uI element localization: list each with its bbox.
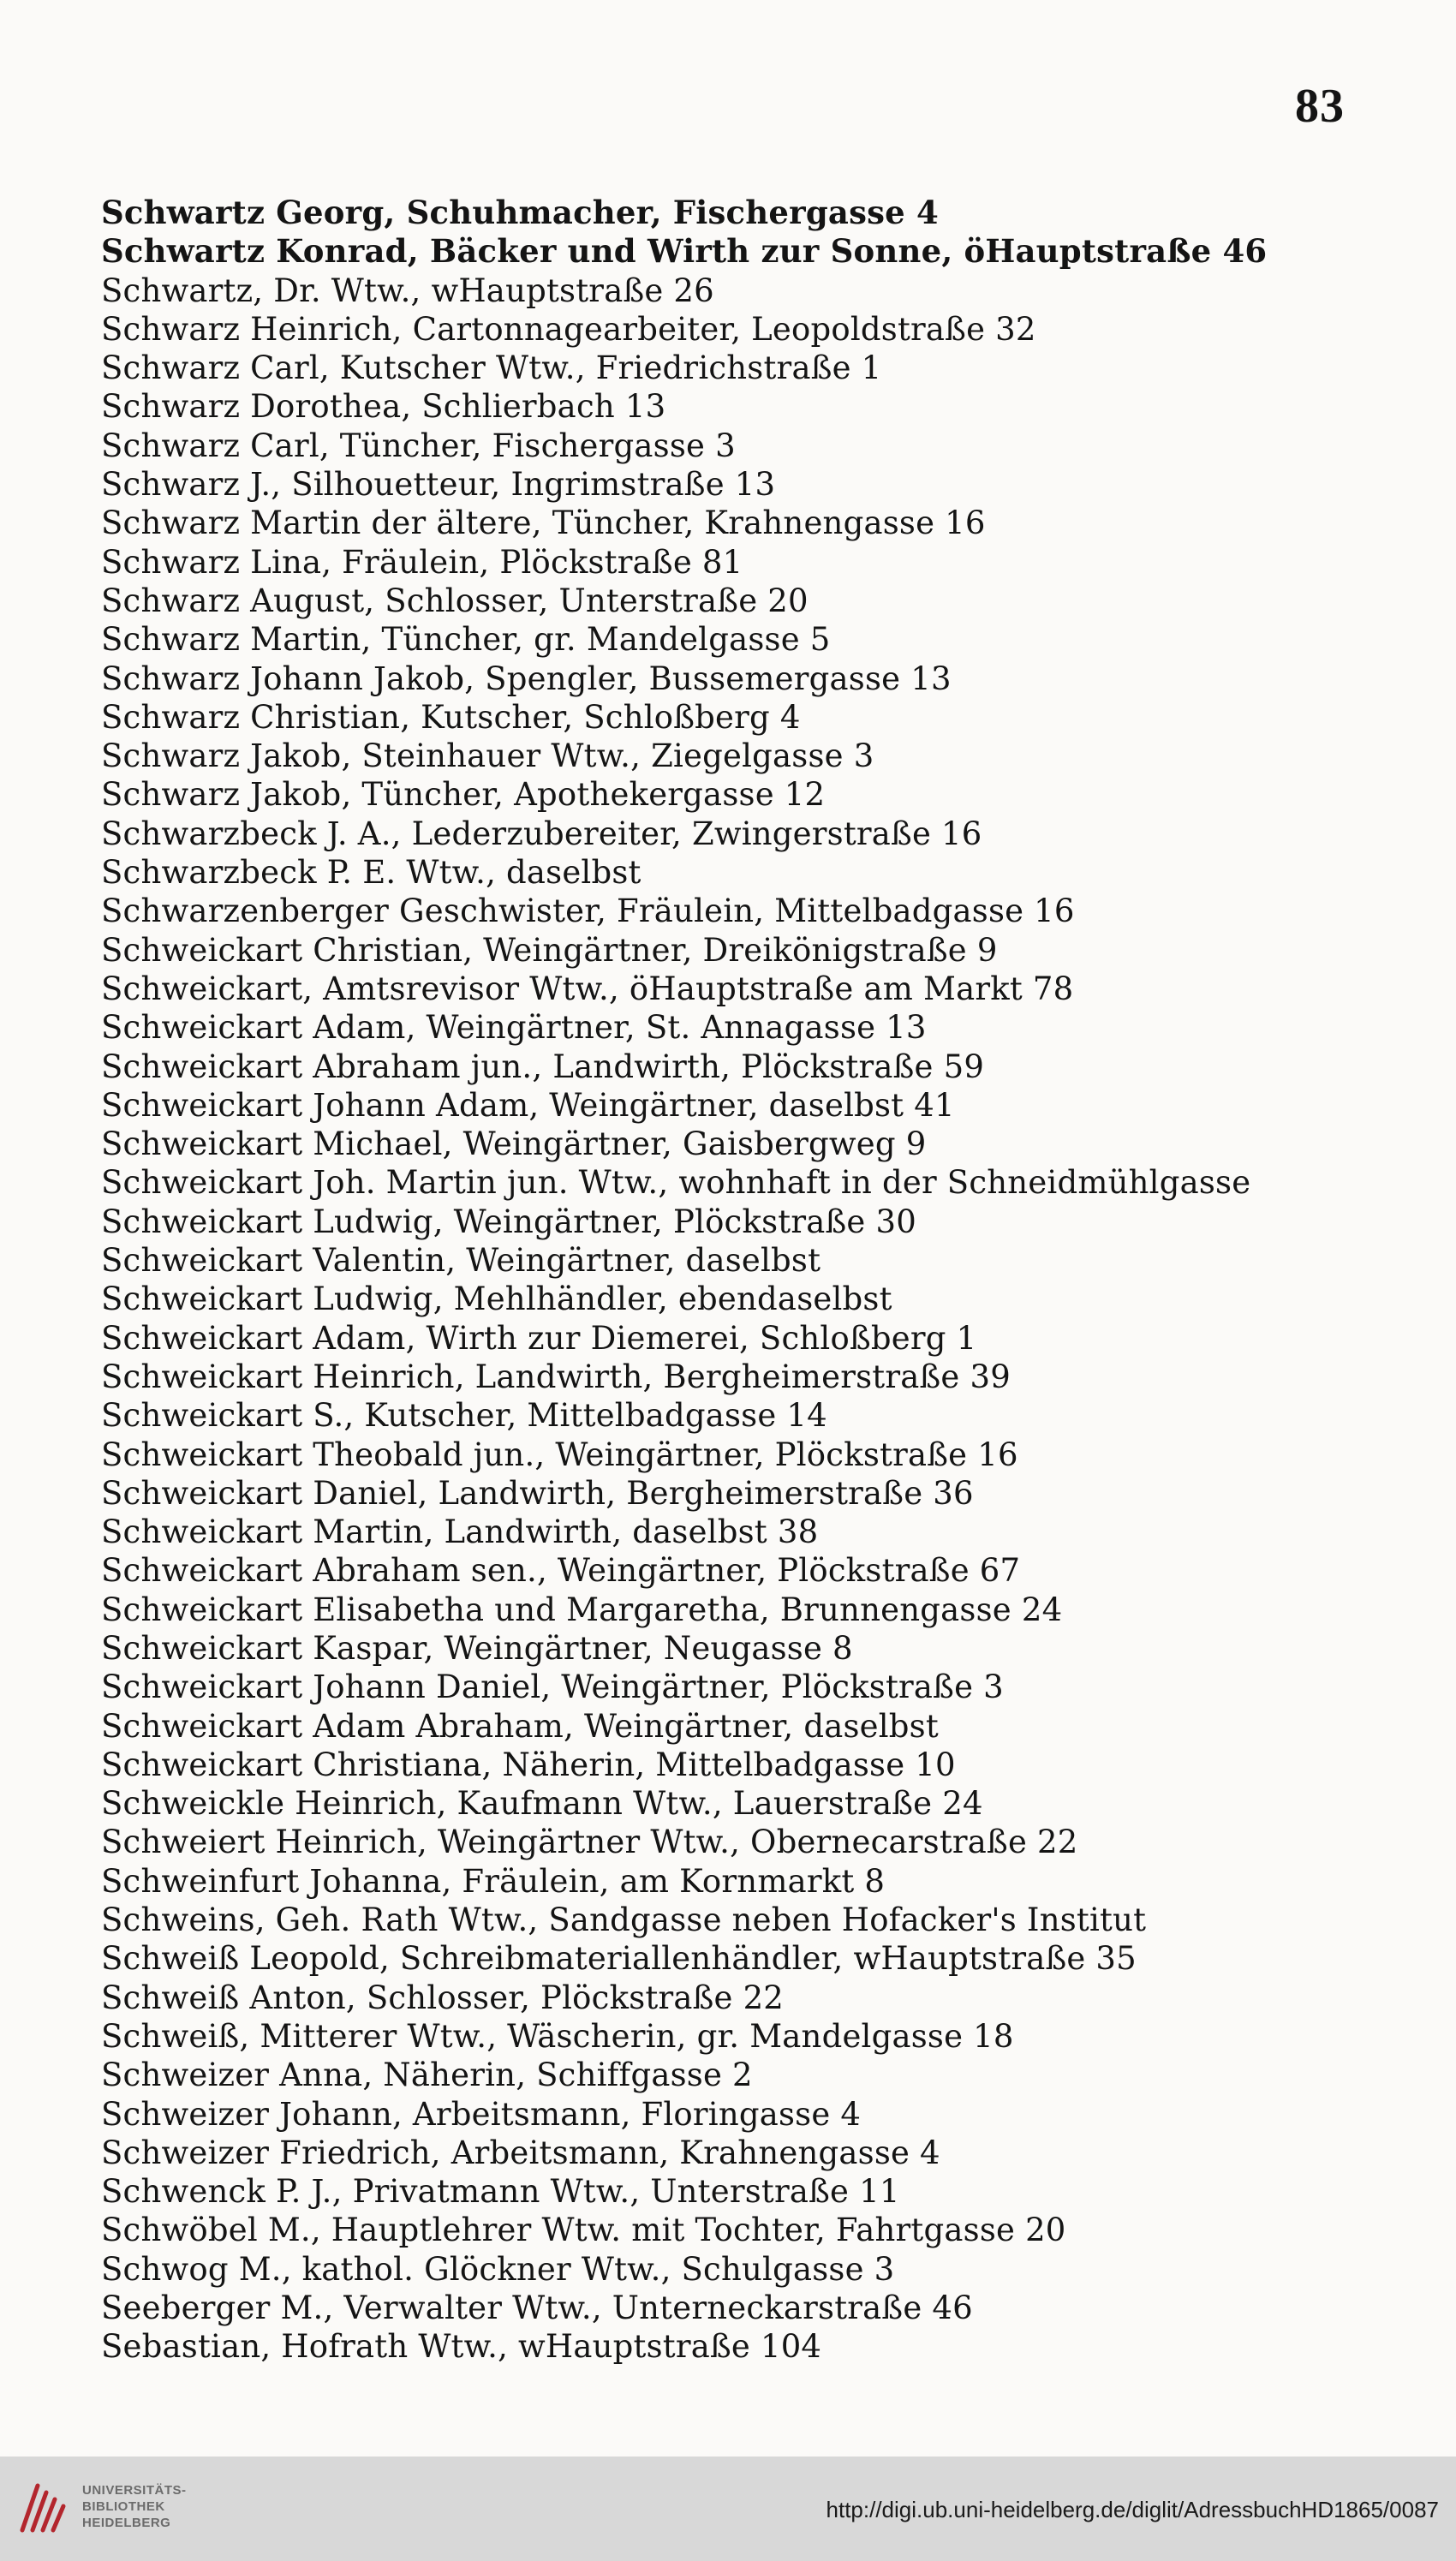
directory-entry: Schweickart Adam, Wirth zur Diemerei, Schloßberg 1 bbox=[101, 1319, 977, 1357]
heidelberg-library-logo-icon bbox=[15, 2477, 75, 2537]
directory-entry: Schweiß Leopold, Schreibmateriallenhändler, wHauptstraße 35 bbox=[101, 1940, 1137, 1978]
library-name bbox=[82, 2482, 187, 2531]
directory-entry: Schwarzbeck P. E. Wtw., daselbst bbox=[101, 854, 641, 892]
library-name-line-3: HEIDELBERG bbox=[82, 2516, 171, 2530]
directory-entry: Schweickart Adam Abraham, Weingärtner, daselbst bbox=[101, 1707, 939, 1745]
directory-entry: Schweickart Abraham sen., Weingärtner, Plöckstraße 67 bbox=[101, 1552, 1021, 1590]
directory-entry: Seeberger M., Verwalter Wtw., Unterneckarstraße 46 bbox=[101, 2289, 973, 2327]
directory-entry: Schweickart Valentin, Weingärtner, daselbst bbox=[101, 1242, 821, 1280]
directory-entry: Schweiß, Mitterer Wtw., Wäscherin, gr. Mandelgasse 18 bbox=[101, 2017, 1014, 2055]
directory-entry: Schweizer Anna, Näherin, Schiffgasse 2 bbox=[101, 2057, 753, 2094]
page-number: 83 bbox=[1295, 80, 1345, 133]
directory-entry: Schweickart Joh. Martin jun. Wtw., wohnhaft in der Schneidmühlgasse bbox=[101, 1164, 1251, 1202]
directory-entry: Schweickart Heinrich, Landwirth, Bergheimerstraße 39 bbox=[101, 1358, 1011, 1395]
directory-entry: Schweickart Christiana, Näherin, Mittelbadgasse 10 bbox=[101, 1746, 956, 1783]
directory-entry: Schwarz J., Silhouetteur, Ingrimstraße 13 bbox=[101, 466, 776, 504]
directory-entry: Schweiert Heinrich, Weingärtner Wtw., Obernecarstraße 22 bbox=[101, 1824, 1078, 1861]
source-url-link[interactable]: http://digi.ub.uni-heidelberg.de/diglit/AdressbuchHD1865/0087 bbox=[826, 2497, 1439, 2522]
directory-entry: Schwarz Carl, Tüncher, Fischergasse 3 bbox=[101, 427, 736, 464]
directory-entry: Schweinfurt Johanna, Fräulein, am Kornmarkt 8 bbox=[101, 1862, 886, 1900]
directory-entry: Schwarzbeck J. A., Lederzubereiter, Zwingerstraße 16 bbox=[101, 815, 982, 852]
directory-entry: Schwarz August, Schlosser, Unterstraße 20 bbox=[101, 582, 809, 619]
directory-entry: Schweickart Michael, Weingärtner, Gaisbergweg 9 bbox=[101, 1125, 927, 1163]
directory-entry: Schwarz Martin der ältere, Tüncher, Krahnengasse 16 bbox=[101, 504, 986, 542]
directory-entry: Schwarz Heinrich, Cartonnagearbeiter, Leopoldstraße 32 bbox=[101, 310, 1036, 348]
directory-entry: Schwarz Jakob, Tüncher, Apothekergasse 12 bbox=[101, 776, 826, 814]
directory-entry: Schweickart Ludwig, Weingärtner, Plöckstraße 30 bbox=[101, 1203, 916, 1240]
directory-entry: Schwarz Christian, Kutscher, Schloßberg 4 bbox=[101, 698, 801, 736]
directory-entry: Schwog M., kathol. Glöckner Wtw., Schulgasse 3 bbox=[101, 2250, 895, 2288]
directory-entry: Schweizer Johann, Arbeitsmann, Floringasse 4 bbox=[101, 2095, 862, 2133]
directory-entry: Schweiß Anton, Schlosser, Plöckstraße 22 bbox=[101, 1979, 785, 2016]
directory-entry: Schweickart Christian, Weingärtner, Dreikönigstraße 9 bbox=[101, 931, 998, 969]
directory-entry: Schwartz, Dr. Wtw., wHauptstraße 26 bbox=[101, 272, 714, 309]
library-name-line-1: UNIVERSITÄTS- bbox=[82, 2483, 187, 2498]
directory-entry: Schweickart Theobald jun., Weingärtner, Plöckstraße 16 bbox=[101, 1436, 1018, 1473]
directory-entry: Schwartz Georg, Schuhmacher, Fischergasse 4 bbox=[101, 194, 939, 231]
directory-entry: Schweickart Daniel, Landwirth, Bergheimerstraße 36 bbox=[101, 1474, 974, 1512]
directory-entry: Schweizer Friedrich, Arbeitsmann, Krahnengasse 4 bbox=[101, 2134, 940, 2171]
directory-entry: Schwöbel M., Hauptlehrer Wtw. mit Tochter, Fahrtgasse 20 bbox=[101, 2212, 1066, 2249]
directory-entry: Schweickart Johann Daniel, Weingärtner, Plöckstraße 3 bbox=[101, 1669, 1004, 1706]
directory-entry: Schweickart Elisabetha und Margaretha, Brunnengasse 24 bbox=[101, 1591, 1063, 1628]
directory-entry: Schweickart Johann Adam, Weingärtner, daselbst 41 bbox=[101, 1086, 955, 1124]
directory-entry: Schwarz Jakob, Steinhauer Wtw., Ziegelgasse 3 bbox=[101, 737, 874, 775]
directory-entry: Schwarz Martin, Tüncher, gr. Mandelgasse 5 bbox=[101, 621, 831, 659]
directory-entry: Schwarzenberger Geschwister, Fräulein, Mittelbadgasse 16 bbox=[101, 892, 1075, 930]
directory-entry: Schweickart Abraham jun., Landwirth, Plöckstraße 59 bbox=[101, 1048, 985, 1085]
directory-entry: Schwenck P. J., Privatmann Wtw., Unterstraße 11 bbox=[101, 2173, 900, 2211]
directory-entry: Schweins, Geh. Rath Wtw., Sandgasse neben Hofacker's Institut bbox=[101, 1901, 1147, 1939]
directory-entry: Schweickart S., Kutscher, Mittelbadgasse 14 bbox=[101, 1397, 827, 1435]
directory-entry: Schweickart Adam, Weingärtner, St. Annagasse 13 bbox=[101, 1009, 927, 1047]
directory-entry: Schweickart Ludwig, Mehlhändler, ebendaselbst bbox=[101, 1280, 892, 1318]
library-name-line-2: BIBLIOTHEK bbox=[82, 2499, 165, 2514]
directory-entry: Schwarz Johann Jakob, Spengler, Bussemergasse 13 bbox=[101, 660, 952, 697]
directory-entry-list bbox=[101, 194, 1403, 2367]
directory-entry: Schwarz Lina, Fräulein, Plöckstraße 81 bbox=[101, 543, 743, 581]
directory-entry: Sebastian, Hofrath Wtw., wHauptstraße 104 bbox=[101, 2328, 822, 2366]
directory-entry: Schweickart, Amtsrevisor Wtw., öHauptstraße am Markt 78 bbox=[101, 970, 1074, 1007]
directory-entry: Schweickart Kaspar, Weingärtner, Neugasse 8 bbox=[101, 1629, 853, 1667]
directory-entry: Schwartz Konrad, Bäcker und Wirth zur Sonne, öHauptstraße 46 bbox=[101, 232, 1268, 271]
directory-entry: Schwarz Dorothea, Schlierbach 13 bbox=[101, 388, 666, 426]
directory-entry: Schweickart Martin, Landwirth, daselbst 38 bbox=[101, 1513, 819, 1551]
directory-entry: Schweickle Heinrich, Kaufmann Wtw., Lauerstraße 24 bbox=[101, 1785, 983, 1823]
directory-entry: Schwarz Carl, Kutscher Wtw., Friedrichstraße 1 bbox=[101, 349, 882, 387]
